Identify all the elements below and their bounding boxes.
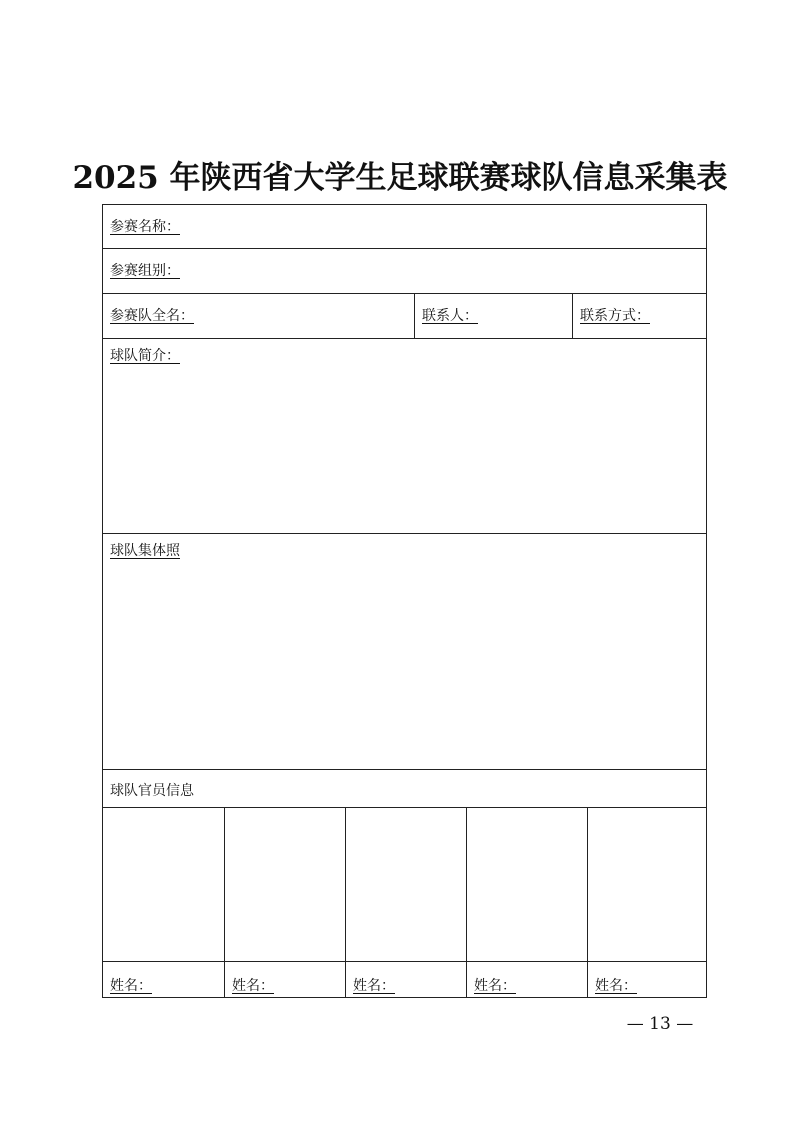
page-title: 2025 年陕西省大学生足球联赛球队信息采集表 (72, 160, 728, 196)
team-photo-row (103, 534, 706, 770)
officials-info-row (103, 770, 706, 808)
group-row (103, 249, 706, 294)
team-full-name-cell (103, 294, 414, 338)
official-name-cell-5 (587, 962, 706, 997)
team-info-form (102, 204, 707, 998)
team-intro-row (103, 339, 706, 534)
contact-person-label[interactable]: 联系人： (422, 308, 478, 324)
official-photo-1[interactable] (103, 808, 224, 961)
official-name-cell-2 (224, 962, 345, 997)
official-name-label-1[interactable]: 姓名： (110, 978, 152, 994)
official-name-cell-1 (103, 962, 224, 997)
official-name-label-5[interactable]: 姓名： (595, 978, 637, 994)
event-name-label[interactable]: 参赛名称： (110, 219, 180, 235)
event-name-row (103, 205, 706, 249)
official-name-label-4[interactable]: 姓名： (474, 978, 516, 994)
official-name-label-2[interactable]: 姓名： (232, 978, 274, 994)
official-photos-row (103, 808, 706, 962)
contact-method-cell (572, 294, 706, 338)
group-label[interactable]: 参赛组别： (110, 263, 180, 279)
team-intro-label[interactable]: 球队简介： (110, 348, 180, 364)
page-number: — 13 — (626, 1014, 694, 1034)
official-name-label-3[interactable]: 姓名： (353, 978, 395, 994)
contact-person-cell (414, 294, 572, 338)
official-photo-3[interactable] (345, 808, 466, 961)
team-photo-label[interactable]: 球队集体照 (110, 543, 180, 559)
contact-method-label[interactable]: 联系方式： (580, 308, 650, 324)
team-full-name-label[interactable]: 参赛队全名： (110, 308, 194, 324)
official-photo-5[interactable] (587, 808, 706, 961)
official-name-cell-3 (345, 962, 466, 997)
official-names-row (103, 962, 706, 997)
official-name-cell-4 (466, 962, 587, 997)
team-contact-row (103, 294, 706, 339)
officials-info-label: 球队官员信息 (110, 783, 194, 799)
official-photo-4[interactable] (466, 808, 587, 961)
official-photo-2[interactable] (224, 808, 345, 961)
